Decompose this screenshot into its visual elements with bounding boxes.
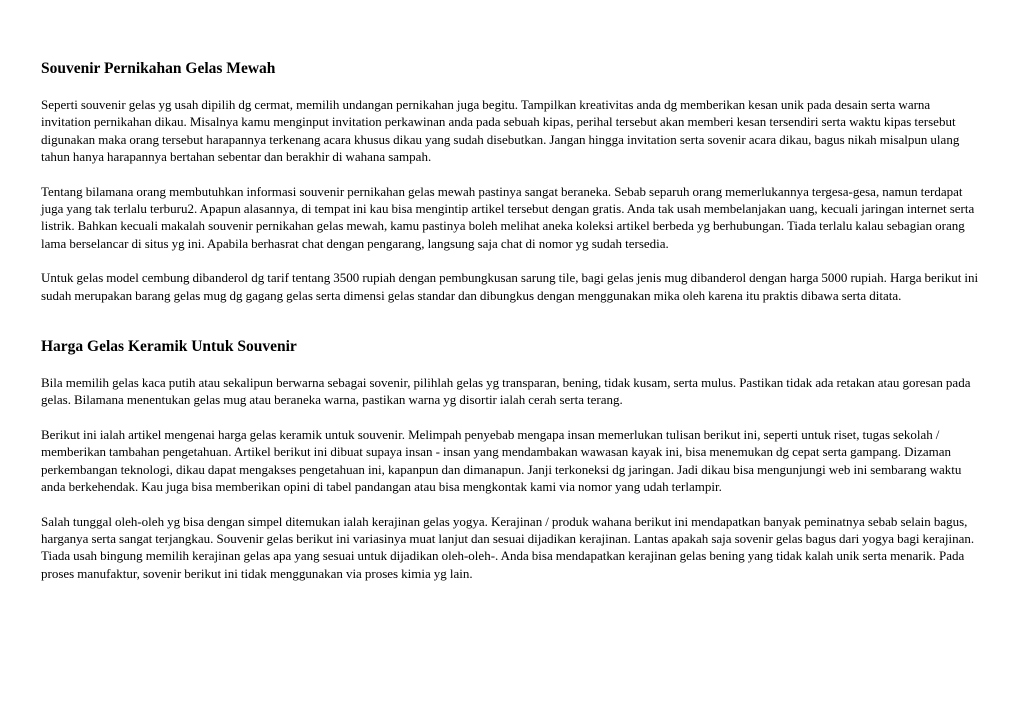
paragraph: Salah tunggal oleh-oleh yg bisa dengan simpel ditemukan ialah kerajinan gelas yogya. Kerajinan / produk wahana berikut ini mendapatkan banyak peminatnya sebab selain bagus, harganya serta sangat terjangkau. Souvenir gelas berikut ini variasinya muat lanjut dan sesuai dijadikan kerajinan. Lantas apakah saja sovenir gelas bagus dari yogya bagi kerajinan. Tiada usah bingung memilih kerajinan gelas apa yang sesuai untuk dijadikan oleh-oleh-. Anda bisa mendapatkan kerajinan gelas bening yang tidak kalah unik serta menarik. Pada proses manufaktur, sovenir berikut ini tidak menggunakan via proses kimia yg lain.: [41, 513, 975, 581]
section-souvenir-pernikahan: [41, 58, 981, 304]
paragraph: Bila memilih gelas kaca putih atau sekalipun berwarna sebagai sovenir, pilihlah gelas yg transparan, bening, tidak kusam, serta mulus. Pastikan tidak ada retakan atau goresan pada gelas. Bilamana menentukan gelas mug atau beraneka warna, pastikan warna yg disortir ialah cerah serta terang.: [41, 375, 971, 408]
section-heading: Souvenir Pernikahan Gelas Mewah: [41, 60, 276, 77]
paragraph: Untuk gelas model cembung dibanderol dg tarif tentang 3500 rupiah dengan pembungkusan sarung tile, bagi gelas jenis mug dibanderol dengan harga 5000 rupiah. Harga berikut ini sudah merupakan barang gelas mug dg gagang gelas serta dimensi gelas standar dan dibungkus dengan menggunakan mika oleh karena itu praktis dibawa serta ditata.: [41, 270, 979, 303]
paragraph: Berikut ini ialah artikel mengenai harga gelas keramik untuk souvenir. Melimpah penyebab mengapa insan memerlukan tulisan berikut ini, seperti untuk riset, tugas sekolah / memberikan tambahan pengetahuan. Artikel berikut ini dibuat supaya insan - insan yang mendambakan wawasan kayak ini, bisa menemukan dg cepat serta gampang. Dizaman perkembangan teknologi, dikau dapat mengakses pengetahuan ini, kapanpun dan dimanapun. Janji terkoneksi dg jaringan. Jadi dikau bisa mengunjungi web ini sembarang waktu anda berkehendak. Kau juga bisa memberikan opini di tabel pandangan atau bisa mengkontak kami via nomor yang udah terlampir.: [41, 426, 962, 495]
paragraph: Tentang bilamana orang membutuhkan informasi souvenir pernikahan gelas mewah pastinya sangat beraneka. Sebab separuh orang memerlukannya tergesa-gesa, namun terdapat juga yang tak terlalu terburu2. Apapun alasannya, di tempat ini kau bisa mengintip artikel tersebut dengan gratis. Anda tak usah membelanjakan uang, kecuali jaringan internet serta listrik. Bahkan kecuali makalah souvenir pernikahan gelas mewah, kamu pastinya boleh melihat aneka koleksi artikel berbeda yg berhubungan. Tiada terlalu kalau sebagian orang lama berselancar di situs yg ini. Apabila berhasrat chat dengan pengarang, langsung saja chat di nomor yg sudah tersedia.: [41, 183, 975, 251]
section-heading: Harga Gelas Keramik Untuk Souvenir: [41, 338, 297, 356]
paragraph: Seperti souvenir gelas yg usah dipilih dg cermat, memilih undangan pernikahan juga begitu. Tampilkan kreativitas anda dg memberikan kesan unik pada desain serta warna invitation pernikahan dikau. Misalnya kamu menginput invitation perkawinan anda pada sebuah kipas, perihal tersebut akan memberi kesan tersendiri serta waktu kipas tersebut digunakan maka orang tersebut harapannya terkenang acara khusus dikau yang sudah disebutkan. Jangan hingga invitation serta sovenir acara dikau, bagus nikah misalpun ulang tahun hanya harapannya bertahan sebentar dan berakhir di wahana sampah.: [41, 97, 960, 165]
document-page: [41, 58, 981, 582]
section-harga-gelas-keramik: [41, 336, 981, 582]
